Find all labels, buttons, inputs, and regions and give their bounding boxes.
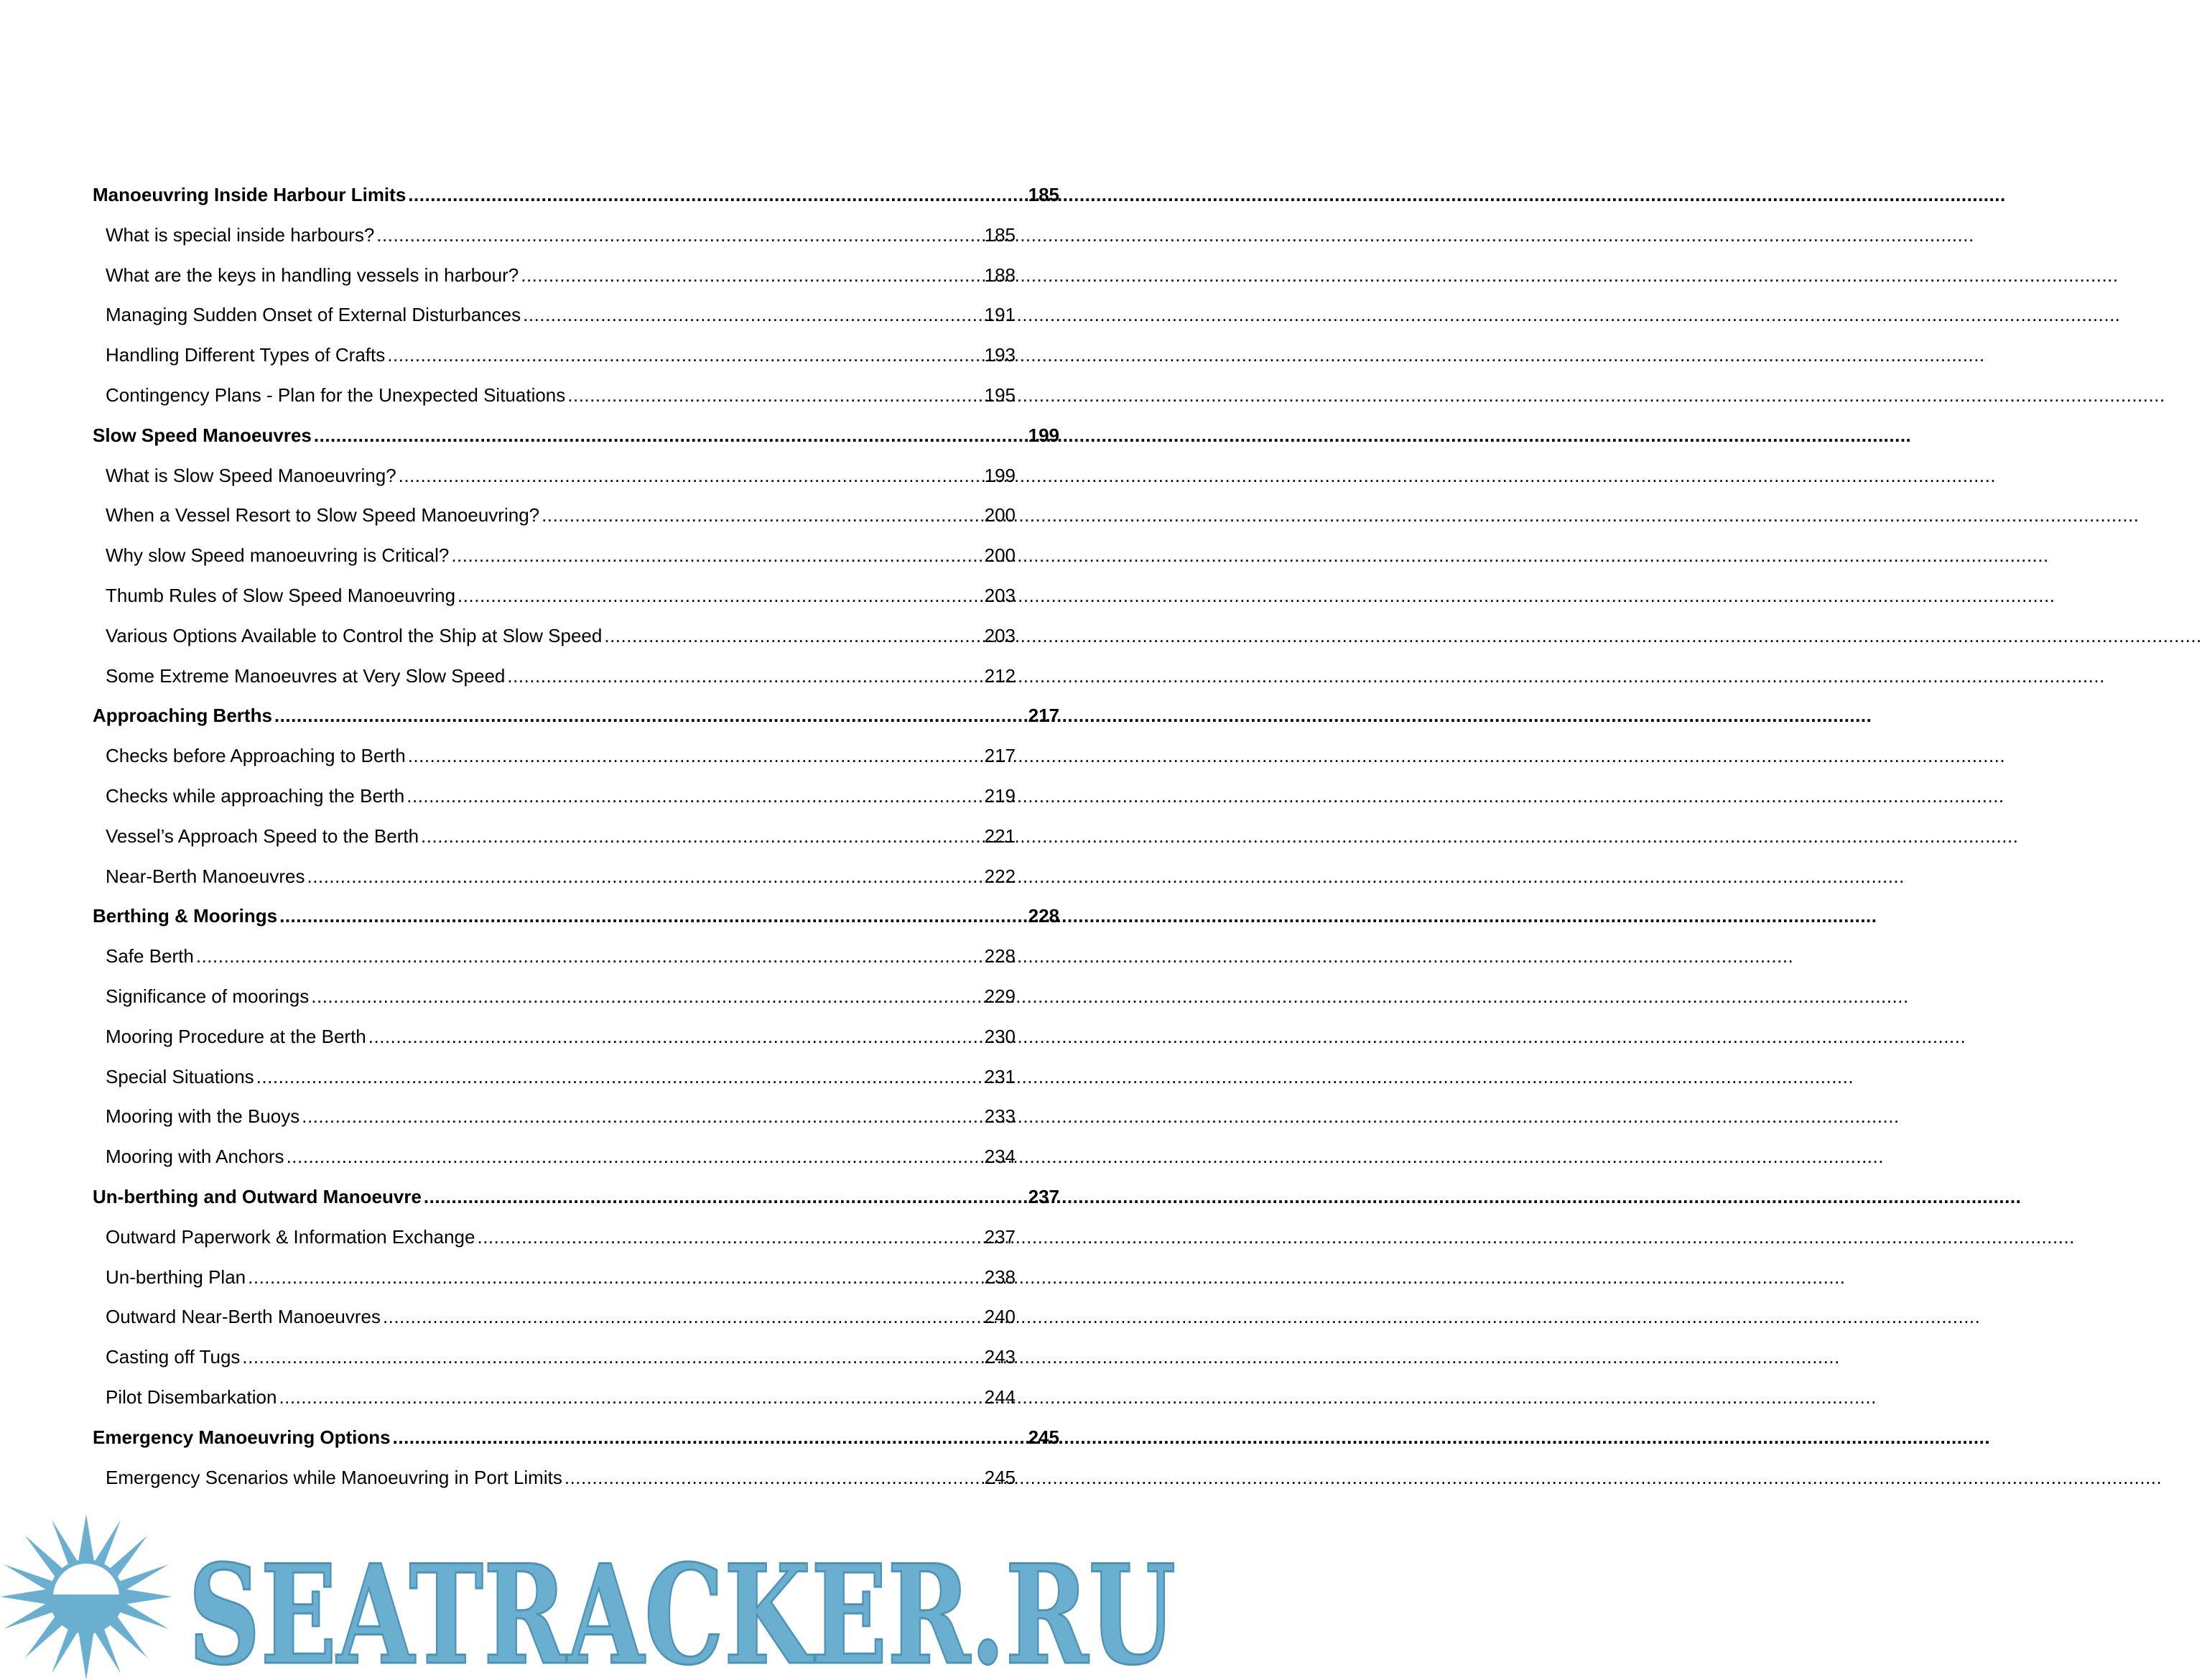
toc-dot-leader <box>421 825 979 848</box>
toc-page-number: 200 <box>984 544 1016 567</box>
toc-dot-leader <box>521 264 978 287</box>
toc-entry-title: Outward Paperwork & Information Exchange <box>106 1225 475 1248</box>
toc-section-entry[interactable] <box>106 538 1016 567</box>
toc-dot-leader <box>424 1186 1026 1208</box>
toc-dot-leader <box>507 665 978 687</box>
toc-chapter-entry[interactable] <box>93 698 1059 727</box>
toc-section-entry[interactable] <box>106 1099 1016 1128</box>
toc-entry-title: What are the keys in handling vessels in harbour? <box>106 264 519 286</box>
toc-entry-title: Significance of moorings <box>106 985 310 1007</box>
toc-page-number: 237 <box>984 1225 1016 1248</box>
toc-entry-title: Emergency Manoeuvring Options <box>93 1426 391 1448</box>
toc-section-entry[interactable] <box>106 218 1016 246</box>
toc-page-number: 228 <box>984 945 1016 967</box>
toc-page-number: 230 <box>984 1025 1016 1047</box>
toc-page-number: 185 <box>1028 184 1059 205</box>
toc-section-entry[interactable] <box>106 1380 1016 1408</box>
toc-entry-title: Un-berthing Plan <box>106 1266 246 1288</box>
toc-entry-title: Checks before Approaching to Berth <box>106 745 406 767</box>
toc-section-entry[interactable] <box>106 1220 1016 1248</box>
toc-entry-title: Managing Sudden Onset of External Disturbances <box>106 304 521 326</box>
toc-dot-leader <box>368 1026 979 1048</box>
toc-section-entry[interactable] <box>106 819 1016 848</box>
toc-section-entry[interactable] <box>106 1299 1016 1328</box>
toc-entry-title: Mooring Procedure at the Berth <box>106 1025 366 1047</box>
toc-entry-title: Pilot Disembarkation <box>106 1386 277 1408</box>
toc-entry-title: Safe Berth <box>106 945 194 967</box>
toc-entry-title: Handling Different Types of Crafts <box>106 344 386 366</box>
toc-entry-title: Some Extreme Manoeuvres at Very Slow Speed <box>106 664 506 687</box>
toc-page-number: 199 <box>984 464 1016 486</box>
toc-page-number: 219 <box>984 785 1016 807</box>
toc-dot-leader <box>399 465 979 487</box>
toc-entry-title: Mooring with the Buoys <box>106 1105 300 1128</box>
toc-section-entry[interactable] <box>106 297 1016 326</box>
toc-entry-title: Slow Speed Manoeuvres <box>93 424 312 446</box>
watermark-text: SEATRACKER.RU <box>188 1535 1176 1680</box>
toc-dot-leader <box>307 865 978 888</box>
toc-dot-leader <box>302 1105 978 1128</box>
toc-dot-leader <box>604 625 978 647</box>
toc-page-number: 238 <box>984 1266 1016 1288</box>
toc-chapter-entry[interactable] <box>93 899 1059 927</box>
toc-entry-title: Various Options Available to Control the Ship at Slow Speed <box>106 624 603 646</box>
toc-dot-leader <box>387 344 978 366</box>
toc-section-entry[interactable] <box>106 1340 1016 1368</box>
toc-dot-leader <box>311 985 978 1008</box>
toc-section-entry[interactable] <box>106 258 1016 287</box>
toc-page-number: 245 <box>1028 1426 1059 1448</box>
toc-entry-title: Berthing & Moorings <box>93 905 278 927</box>
toc-section-entry[interactable] <box>106 1059 1016 1088</box>
toc-section-entry[interactable] <box>106 738 1016 767</box>
toc-section-entry[interactable] <box>106 458 1016 487</box>
toc-dot-leader <box>457 585 979 607</box>
toc-section-entry[interactable] <box>106 338 1016 366</box>
toc-entry-title: When a Vessel Resort to Slow Speed Manoeuvring? <box>106 504 540 526</box>
toc-page-number: 245 <box>984 1466 1016 1488</box>
toc-dot-leader <box>408 184 1025 206</box>
toc-entry-title: Why slow Speed manoeuvring is Critical? <box>106 544 450 567</box>
toc-dot-leader <box>523 304 978 326</box>
toc-entry-title: Approaching Berths <box>93 705 272 727</box>
toc-page-number: 193 <box>984 344 1016 366</box>
toc-entry-title: Thumb Rules of Slow Speed Manoeuvring <box>106 585 456 606</box>
toc-page-number: 195 <box>984 384 1016 406</box>
toc-section-entry[interactable] <box>106 618 1016 647</box>
toc-dot-leader <box>567 384 978 407</box>
toc-dot-leader <box>196 945 979 967</box>
toc-dot-leader <box>565 1467 979 1489</box>
toc-page-number: 237 <box>1028 1186 1059 1207</box>
toc-section-entry[interactable] <box>106 498 1016 526</box>
toc-dot-leader <box>376 224 978 246</box>
toc-entry-title: Outward Near-Berth Manoeuvres <box>106 1306 381 1328</box>
toc-entry-title: Contingency Plans - Plan for the Unexpected Situations <box>106 384 566 406</box>
toc-dot-leader <box>542 504 978 526</box>
toc-section-entry[interactable] <box>106 1460 1016 1489</box>
toc-section-entry[interactable] <box>106 659 1016 687</box>
toc-page-number: 199 <box>1028 424 1059 446</box>
toc-chapter-entry[interactable] <box>93 1179 1059 1208</box>
toc-entry-title: Vessel’s Approach Speed to the Berth <box>106 825 419 847</box>
toc-section-entry[interactable] <box>106 578 1016 607</box>
toc-entry-title: What is Slow Speed Manoeuvring? <box>106 464 396 486</box>
toc-section-entry[interactable] <box>106 939 1016 967</box>
toc-dot-leader <box>477 1226 978 1248</box>
toc-entry-title: Un-berthing and Outward Manoeuvre <box>93 1186 422 1207</box>
toc-dot-leader <box>256 1066 979 1088</box>
toc-section-entry[interactable] <box>106 979 1016 1008</box>
toc-page-number: 203 <box>984 624 1016 646</box>
toc-dot-leader <box>383 1306 979 1328</box>
toc-entry-title: Casting off Tugs <box>106 1346 241 1368</box>
toc-page-number: 185 <box>984 223 1016 246</box>
toc-entry-title: Special Situations <box>106 1065 254 1087</box>
toc-dot-leader <box>314 424 1026 447</box>
toc-page-number: 200 <box>984 504 1016 526</box>
toc-chapter-entry[interactable] <box>93 177 1059 206</box>
toc-dot-leader <box>279 905 1026 927</box>
toc-section-entry[interactable] <box>106 859 1016 888</box>
toc-page-number: 191 <box>984 304 1016 326</box>
toc-dot-leader <box>451 544 978 567</box>
toc-entry-title: Near-Berth Manoeuvres <box>106 865 305 887</box>
toc-page-number: 243 <box>984 1346 1016 1368</box>
toc-dot-leader <box>407 785 978 807</box>
toc-page-number: 217 <box>984 745 1016 767</box>
toc-dot-leader <box>393 1426 1026 1449</box>
toc-entry-title: Mooring with Anchors <box>106 1146 284 1168</box>
toc-page-number: 234 <box>984 1146 1016 1168</box>
toc-dot-leader <box>279 1386 978 1408</box>
toc-entry-title: Checks while approaching the Berth <box>106 785 405 807</box>
toc-page-number: 203 <box>984 585 1016 606</box>
toc-section-entry[interactable] <box>106 1260 1016 1289</box>
toc-page-number: 228 <box>1028 905 1059 927</box>
toc-page-number: 221 <box>984 825 1016 847</box>
toc-chapter-entry[interactable] <box>93 1420 1059 1449</box>
sun-icon <box>0 1514 172 1680</box>
toc-section-entry[interactable] <box>106 378 1016 407</box>
toc-page-number: 188 <box>984 264 1016 286</box>
toc-page-number: 212 <box>984 664 1016 687</box>
toc-page-number: 244 <box>984 1386 1016 1408</box>
toc-entry-title: Manoeuvring Inside Harbour Limits <box>93 184 407 205</box>
toc-dot-leader <box>242 1346 978 1368</box>
toc-dot-leader <box>287 1146 979 1168</box>
toc-page-number: 240 <box>984 1306 1016 1328</box>
toc-page-number: 231 <box>984 1065 1016 1087</box>
toc-page-number: 229 <box>984 985 1016 1007</box>
toc-page-number: 222 <box>984 865 1016 887</box>
toc-section-entry[interactable] <box>106 779 1016 807</box>
toc-page-number: 217 <box>1028 705 1059 727</box>
toc-dot-leader <box>408 745 979 767</box>
toc-section-entry[interactable] <box>106 1019 1016 1048</box>
toc-chapter-entry[interactable] <box>93 418 1059 447</box>
toc-entry-title: What is special inside harbours? <box>106 223 375 246</box>
toc-page-number: 233 <box>984 1105 1016 1128</box>
toc-section-entry[interactable] <box>106 1139 1016 1168</box>
seatracker-watermark <box>0 1514 1187 1680</box>
toc-entry-title: Emergency Scenarios while Manoeuvring in Port Limits <box>106 1466 562 1488</box>
toc-dot-leader <box>274 705 1026 727</box>
toc-dot-leader <box>248 1266 978 1289</box>
